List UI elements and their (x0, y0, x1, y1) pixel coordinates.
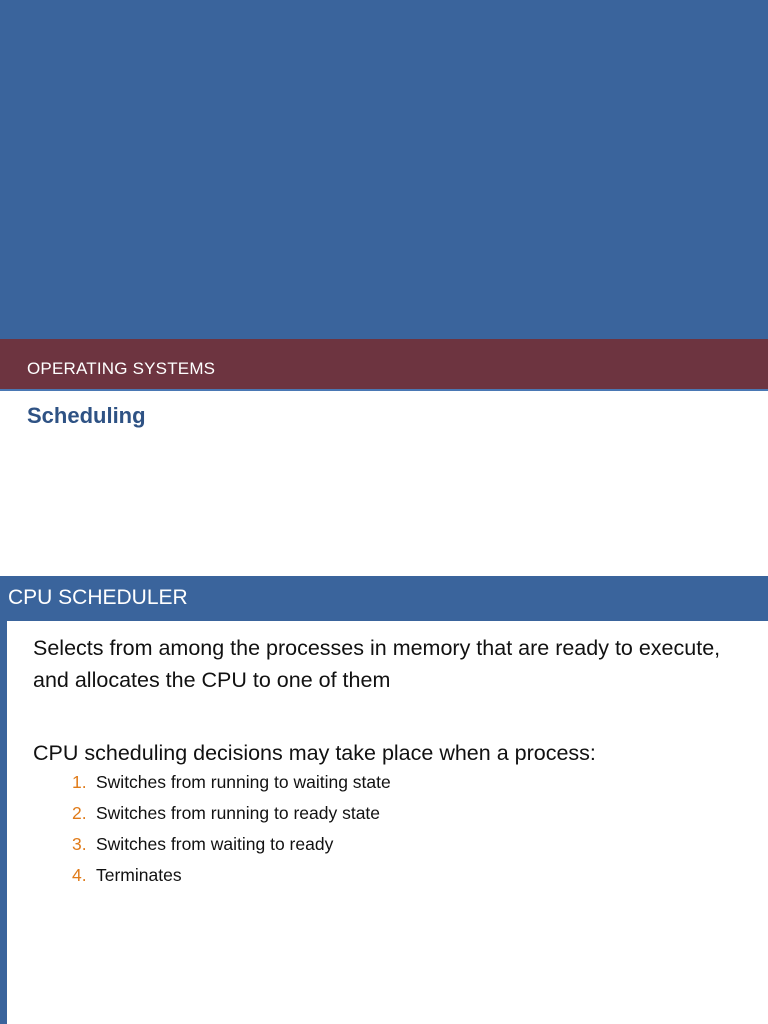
scheduling-decisions-intro: CPU scheduling decisions may take place when a process: (33, 741, 596, 765)
list-item (72, 772, 391, 803)
list-item-number: 1. (72, 772, 87, 792)
scheduler-description: Selects from among the processes in memory that are ready to execute, and allocates the CPU to one of them (33, 636, 721, 692)
list-item-number: 4. (72, 865, 87, 885)
content-slide-title: CPU SCHEDULER (8, 586, 188, 609)
slide-subtitle: Scheduling (27, 403, 146, 428)
list-item (72, 834, 391, 865)
content-slide (0, 576, 768, 1024)
title-slide-header-block (0, 0, 768, 339)
list-item-text: Switches from waiting to ready (96, 834, 334, 854)
course-title: OPERATING SYSTEMS (27, 359, 216, 378)
list-item-number: 2. (72, 803, 87, 823)
list-item (72, 865, 391, 896)
content-slide-header (0, 576, 768, 621)
list-item-text: Switches from running to waiting state (96, 772, 391, 792)
list-item-text: Terminates (96, 865, 182, 885)
scheduling-conditions-list (72, 772, 391, 896)
list-item (72, 803, 391, 834)
list-item-text: Switches from running to ready state (96, 803, 381, 823)
content-slide-left-bar (0, 621, 7, 1024)
list-item-number: 3. (72, 834, 87, 854)
